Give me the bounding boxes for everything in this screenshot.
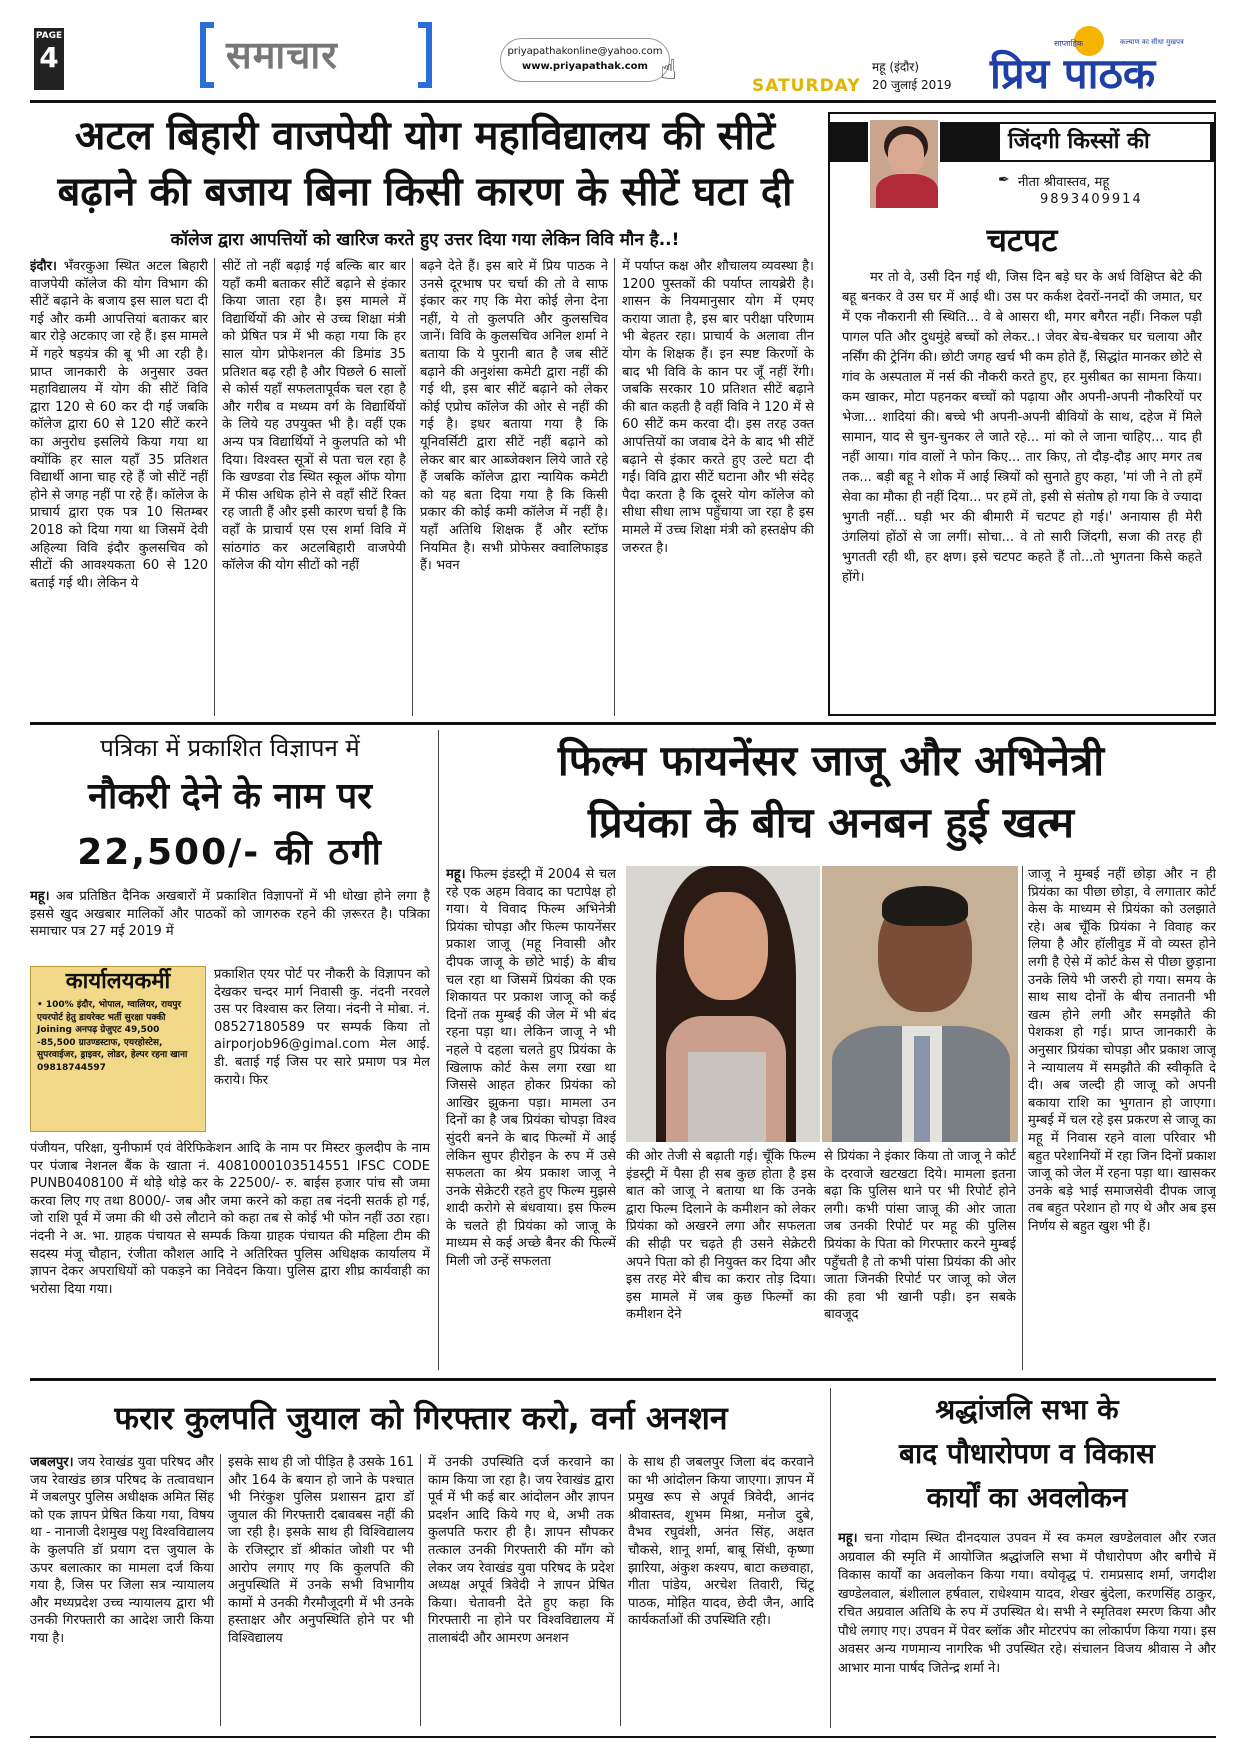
email-text: priyapathakonline@yahoo.com	[507, 46, 663, 57]
story3-col3	[824, 1148, 1016, 1370]
story4-col3	[428, 1454, 614, 1728]
author-photo	[868, 118, 940, 210]
financier-photo	[822, 866, 1018, 1142]
logo-small-text: साप्ताहिक	[1054, 39, 1084, 48]
paper-logo	[990, 26, 1215, 96]
date-label: 20 जुलाई 2019	[872, 78, 952, 92]
story1-col3	[420, 258, 608, 718]
story1-subhead: कॉलेज द्वारा आपत्तियों को खारिज करते हुए उत्तर दिया गया लेकिन विवि मौन है..!	[170, 230, 680, 250]
story2-headline-line1: नौकरी देने के नाम पर	[88, 776, 372, 817]
story1-divider-2	[412, 258, 413, 716]
story5-body	[838, 1530, 1216, 1728]
story2-intro	[30, 888, 430, 960]
story1-col1	[30, 258, 208, 718]
story3-dateline: महू।	[446, 867, 466, 882]
page-badge	[34, 28, 64, 90]
story3-col1-text: फिल्म इंडस्ट्री में 2004 से चल रहे एक अहम विवाद का पटापेक्ष हो गया। ये विवाद फिल्म अभिनेत्री प्रियंका चोपड़ा और फिल्म फायनेंसर प्रकाश जाजू (महू निवासी और दीपक जाजू के छोटे भाई) के बीच चल रहा था जिसमें प्रियंका की एक शिकायत पर प्रकाश जाजू को कई दिनों तक मुम्बई की जेल में भी बंद रहना पड़ा था। लेकिन जाजू ने भी नहले पे दहला चलते हुए प्रियंका के खिलाफ कोर्ट केस लगा रखा था जिससे आहत होकर प्रियंका को आखिर झुकना पड़ा। मामला उन दिनों का है जब प्रियंका चोपड़ा विश्व सुंदरी बनने के बाद फिल्मों में आई लेकिन सुपर हीरोइन के रुप में उसे सफलता का श्रेय प्रकाश जाजू ने उनके सेक्रेटरी रहते हुए फिल्म मुझसे शादी करोगे से बंधवाया। इस फिल्म के चलते ही प्रियंका को जाजू के माध्यम से कई अच्छे बैनर की फिल्में मिली जो उन्हें सफलता	[446, 867, 616, 1270]
job-ad-clipping	[30, 966, 206, 1132]
story3-col4-text: जाजू ने मुम्बई नहीं छोड़ा और न ही प्रियंका का पीछा छोड़ा, वे लगातार कोर्ट केस के माध्यम से प्रियंका को उलझाते रहे। अब चूँकि प्रियंका ने विवाह कर लिया है और हॉलीवुड में वो व्यस्त होने लगी है ऐसे में कोर्ट केस से पीछा छुड़ाना उनके लिये भी जरुरी हो गया। समय के साथ साथ दोनों के बीच तनातनी भी खत्म होने लगी और समझौते की पेशकश हो गई। प्राप्त जानकारी के अनुसार प्रियंका चोपड़ा और प्रकाश जाजू ने न्यायालय में समझौते की स्वीकृति दे दी। अब जल्दी ही जाजू को अपनी बकाया राशि का भुगतान हो जाएगा। मुम्बई में चल रहे इस प्रकरण से जाजू का महू में निवास रहने वाला परिवार भी बहुत परेशानियों में रहा जिन दिनों प्रकाश जाजू को जेल में रहना पड़ा था। खासकर उनके बड़े भाई समाजसेवी दीपक जाजू तब बहुत परेशान हो गए थे और अब इस निर्णय से बहुत खुश भी हैं।	[1028, 867, 1216, 1234]
logo-name: प्रिय पाठक	[990, 49, 1156, 98]
story3-col1	[446, 866, 616, 1370]
day-label: SATURDAY	[752, 76, 861, 96]
story1-divider-3	[614, 258, 615, 716]
story3-headline-line1: फिल्म फायनेंसर जाजू और अभिनेत्री	[557, 736, 1105, 785]
section-bracket-right	[418, 22, 432, 88]
bottom-rule	[30, 1736, 1216, 1738]
story4-col1-text: जय रेवाखंड युवा परिषद और जय रेवाखंड छात्र परिषद के तत्वावधान में जबलपुर पुलिस अधीक्षक अमित सिंह को एक ज्ञापन प्रेषित किया गया, विषय था - नानाजी देशमुख पशु विश्वविद्यालय के कुलपति डॉ प्रयाग दत्त जुयाल के ऊपर बलात्कार का मामला दर्ज किया गया है, जिस पर जिला सत्र न्यायालय और मध्यप्रदेश उच्च न्यायालय द्वारा भी उनकी गिरफ्तारी का आदेश जारी किया गया है।	[30, 1455, 214, 1646]
contact-box	[500, 38, 670, 82]
column-body-text: मर तो वे, उसी दिन गई थी, जिस दिन बड़े घर के अर्ध विक्षिप्त बेटे की बहू बनकर वे उस घर में आई थी। उस पर कर्कश देवरों-ननदों की जमात, घर में एक नौकरानी सी स्थिति... वे बे आसरा थी, मगर बगैरत नहीं। निकल पड़ी पागल पति और दुधमुंहे बच्चों को लेकर..। जेवर बेच-बेचकर घर चलाया और नर्सिंग की ट्रेनिंग की। छोटी जगह खर्च भी कम होते हैं, सिद्धांत मानकर छोटे से गांव के अस्पताल में नर्स की नौकरी करते हुए, हर मुसीबत का सामना किया। कम खाकर, मोटा पहनकर बच्चों को पढ़ाया और अपनी-अपनी नौकरियों पर भेजा... शादियां की। बच्चे भी अपनी-अपनी बीवियों के साथ, दहेज में मिले सामान, याद से चुन-चुनकर ले जाते रहे... मां को ले जाना चाहिए... याद ही नहीं आया। गांव वालों ने फोन किए... तार किए, तो दौड़-दौड़ आए मगर तब तक... बड़ी बहू ने शोक में आई स्त्रियों को सुनाते हुए कहा, 'मां जी ने तो हमें सेवा का मौका ही नहीं दिया... पर हमें तो, इसी से संतोष हो गया कि वे ज्यादा भुगती नहीं... घड़ी भर की बीमारी में चटपट हो गई।' अनायास ही मेरी उंगलियां होंठों से जा लगीं। सोचा... वे तो सारी जिंदगी, सजा की तरह ही भुगतती रही थी, हर क्षण। इसे चटपट कहते हैं तो...तो भुगतना किसे कहते होंगे।	[842, 270, 1202, 585]
story1-col3-text: बढ़ने देते हैं। इस बारे में प्रिय पाठक ने उनसे दूरभाष पर चर्चा की तो वे साफ इंकार कर गए कि मेरा कोई लेना देना नहीं, ये तो कुलपति और कुलसचिव जानें। विवि के कुलसचिव अनिल शर्मा ने बताया कि ये पुरानी बात है जब सीटें बढ़ाने की अनुशंसा कमेटी द्वारा नहीं की गई थी, इस बार सीटें बढ़ाने को लेकर कोई एप्रोच कॉलेज की ओर से नहीं की गई है। इधर बताया गया है कि यूनिवर्सिटी द्वारा सीटें नहीं बढ़ाने को लेकर बार बार आब्जेक्शन लिये जाते रहे हैं जबकि कॉलेज द्वारा न्यायिक कमेटी को यह बता दिया गया है कि किसी प्रकार की कोई कमी कॉलेज में नहीं है। यहाँ अतिथि शिक्षक हैं और स्टॉफ नियमित है। सभी प्रोफेसर क्वालिफाइड हैं। भवन	[420, 259, 608, 574]
story5-divider	[830, 1388, 831, 1728]
story1-col4-text: में पर्याप्त कक्ष और शौचालय व्यवस्था है। 1200 पुस्तकों की पर्याप्त लायब्रेरी है। शासन के नियमानुसार योग में एमए कराया जाता है, इस बार परीक्षा परिणाम भी बेहतर रहा। प्राचार्य के अलावा तीन योग के शिक्षक हैं। इन स्पष्ट किरणों के बाद भी विवि के कान पर जूँ नहीं रेंगी। जबकि सरकार 10 प्रतिशत सीटें बढ़ाने की बात कहती है वहीं विवि ने 120 में से 60 सीटें कम करवा दी। इस तरह उक्त आपत्तियों का जवाब देने के बाद भी सीटें बढ़ाने से इंकार करते हुए उल्टे घटा दी गईं। विवि द्वारा सीटें घटाना और भी संदेह पैदा करता है कि दूसरे योग कॉलेज को सीधा सीधा लाभ पहुँचाया जा रहा है इस मामले में उच्च शिक्षा मंत्री को हस्तक्षेप की जरुरत है।	[622, 259, 814, 556]
hand-pointer-icon: ☝	[660, 53, 678, 86]
story4-col2-text: इसके साथ ही जो पीड़ित है उसके 161 और 164 के बयान हो जाने के पश्चात भी निरंकुश पुलिस प्रशासन द्वारा डॉ जुयाल की गिरफ्तारी दबावबस नहीं की जा रही है। इसके साथ ही विश्विद्यालय के रजिस्ट्रार डॉ श्रीकांत जोशी पर भी आरोप लगाए गए कि कुलपति की अनुपस्थिति में उनके सभी विभागीय कामों मे उनकी गैरमौजूदगी में भी उनके हस्ताक्षर और अनुपस्थिति होने पर भी विश्विद्यालय	[228, 1455, 414, 1646]
author-pen-icon: ✒	[998, 172, 1010, 188]
story5-dateline: महू।	[838, 1531, 858, 1546]
story1-col2-text: सीटें तो नहीं बढ़ाई गई बल्कि बार बार यहाँ कमी बताकर सीटें बढ़ाने से इंकार किया जाता रहा है। इस मामले में विद्यार्थियों की ओर से उच्च शिक्षा मंत्री को प्रेषित पत्र में भी कहा गया कि हर साल योग प्रोफेशनल की डिमांड 35 प्रतिशत बढ़ रही है और पिछले 6 सालों से कोर्स यहाँ सफलतापूर्वक चल रहा है और गरीब व मध्यम वर्ग के विद्यार्थियों के लिये यह उपयुक्त भी है। वहीं एक अन्य पत्र विद्यार्थियों ने कुलपति को भी दिया। विश्वस्त सूत्रों से पता चल रहा है कि खण्डवा रोड स्थित स्कूल ऑफ योगा में फीस अधिक होने से वहाँ सीटें रिक्त रह जाती हैं और इसी कारण चर्चा है कि वहाँ के प्राचार्य एस एस शर्मा विवि में सांठगांठ कर अटलबिहारी वाजपेयी कॉलेज की योग सीटों को नहीं	[222, 259, 406, 574]
story2-dateline: महू।	[30, 889, 50, 904]
place-label: महू (इंदौर)	[872, 60, 920, 74]
logo-tagline: कल्याण का सीधा मुखपत्र	[1120, 38, 1184, 46]
section-title: समाचार	[226, 33, 338, 77]
story2-beside-ad	[214, 966, 430, 1134]
story1-divider-1	[214, 258, 215, 716]
story4-col3-text: में उनकी उपस्थिति दर्ज करवाने का काम किया जा रहा है। जय रेवाखंड द्वारा पूर्व में भी कई बार आंदोलन और ज्ञापन प्रदर्शन आदि किये गए थे, अभी तक कुलपति फरार ही है। ज्ञापन सौपकर तत्काल उनकी गिरफ्तारी की माँग को लेकर जय रेवाखंड युवा परिषद के प्रदेश अध्यक्ष अपूर्व त्रिवेदी ने ज्ञापन प्रेषित किया। चेतावनी देते हुए कहा कि गिरफ्तारी ना होने पर विश्वविद्यालय में तालाबंदी और आमरण अनशन	[428, 1455, 614, 1646]
story2-kicker: पत्रिका में प्रकाशित विज्ञापन में	[100, 734, 360, 762]
story3-divider	[1022, 866, 1023, 1370]
story4-col1	[30, 1454, 214, 1728]
story1-col1-text: भँवरकुआ स्थित अटल बिहारी वाजपेयी कॉलेज की योग विभाग की सीटें बढ़ाने के बजाय इस साल घटा दी गई और कमी आपत्तियां बताकर बार बार रोड़े अटकाए जा रहे हैं। इस मामले में गहरे षड़यंत्र की बू भी आ रही है। प्राप्त जानकारी के अनुसार उक्त महाविद्यालय में योग की सीटें विवि द्वारा 120 से 60 कर दी गई जबकि कॉलेज द्वारा 60 से 120 सीटें करने का अनुरोध इसलिये किया गया था क्योंकि हर साल यहाँ 35 प्रतिशत विद्यार्थी आना चाह रहे हैं जो सीटें नहीं होने से जगह नहीं पा रहे हैं। कॉलेज के प्राचार्य द्वारा एक पत्र 10 सितम्बर 2018 को दिया गया था जिसमें देवी अहिल्या विवि इंदौर कुलसचिव को सीटों की आवश्यकता 60 से 120 बताई गई थी। लेकिन ये	[30, 259, 208, 591]
story3-col4	[1028, 866, 1216, 1370]
column-phone: 9893409914	[1040, 192, 1143, 207]
story5-headline-line1: श्रद्धांजलि सभा के	[935, 1393, 1119, 1426]
story4-col2	[228, 1454, 414, 1728]
column-author: नीता श्रीवास्तव, महू	[1018, 175, 1110, 190]
story4-dateline: जबलपुर।	[30, 1455, 74, 1470]
story5-headline-line3: कार्यों का अवलोकन	[926, 1481, 1128, 1514]
story2-rest	[30, 1140, 430, 1372]
story2-divider	[438, 730, 439, 1370]
story4-col4-text: के साथ ही जबलपुर जिला बंद करवाने का भी आंदोलन किया जाएगा। ज्ञापन में प्रमुख रूप से अपूर्व त्रिवेदी, आनंद श्रीवास्तव, शुभम मिश्रा, मनोज दुबे, वैभव रघुवंशी, अनंत सिंह, अक्षत चौकसे, शानू शर्मा, बाबू सिंधी, कृष्णा झारिया, अंकुश कश्यप, बाटा कछवाहा, गीता पांडेय, अरचेश तिवारी, चिंटू पाठक, मोहित यादव, छेदी जैन, आदि कार्यकर्ताओं की उपस्थिति रही।	[628, 1455, 814, 1629]
story4-divider-3	[620, 1454, 621, 1726]
story5-headline-line2: बाद पौधारोपण व विकास	[899, 1437, 1155, 1470]
upper-section-rule	[30, 722, 1216, 725]
story4-col4	[628, 1454, 814, 1728]
actress-photo	[626, 866, 820, 1142]
story3-col2-text: की ओर तेजी से बढ़ाती गई। चूँकि फिल्म इंडस्ट्री में पैसा ही सब कुछ होता है इस बात को जाजू ने बताया था कि उनके द्वारा फिल्म दिलाने के कमीशन को लेकर प्रियंका को अखरने लगा और सफलता की सीढ़ी पर चढ़ते ही उसने सेक्रेटरी अपने पिता को ही नियुक्त कर दिया और इस तरह मेरे बीच का करार तोड़ दिया। इस मामले में जब कुछ फिल्मों का कमीशन देने	[626, 1149, 816, 1323]
page-label: PAGE	[35, 31, 63, 41]
ad-title: कार्यालयकर्मी	[65, 969, 171, 994]
story2-beside-ad-text: प्रकाशित एयर पोर्ट पर नौकरी के विज्ञापन को देखकर चन्दर मार्ग निवासी कु. नंदनी नरवले उस पर विश्वास कर लिया। नंदनी ने मोबा. नं. 08527180589 पर सम्पर्क किया तो airporjob96@gimal.com मेल आई. डी. बताई गई जिस पर सारे प्रमाण पत्र मेल कराये। फिर	[214, 967, 430, 1088]
story1-dateline: इंदौर।	[30, 259, 57, 274]
story4-headline: फरार कुलपति जुयाल को गिरफ्तार करो, वर्ना अनशन	[114, 1399, 728, 1437]
column-story-title: चटपट	[986, 221, 1058, 259]
lower-section-rule	[30, 1378, 1216, 1381]
website-text: www.priyapathak.com	[522, 61, 648, 72]
page-number: 4	[39, 41, 59, 74]
story4-divider-2	[420, 1454, 421, 1726]
story3-headline-line2: प्रियंका के बीच अनबन हुई खत्म	[587, 798, 1075, 847]
column-body	[842, 268, 1202, 708]
column-title: जिंदगी किस्सों की	[1000, 124, 1210, 160]
story1-col2	[222, 258, 406, 718]
story5-body-text: चना गोदाम स्थित दीनदयाल उपवन में स्व कमल खण्डेलवाल और रजत अग्रवाल की स्मृति में आयोजित श्रद्धांजलि सभा में पौधारोपण और बगीचे में विकास कार्यों का अवलोकन किया गया। वयोवृद्ध पं. रामप्रसाद शर्मा, जगदीश खण्डेलवाल, बंशीलाल हर्षवाल, राधेश्याम यादव, शेखर बुंदेला, करणसिंह ठाकुर, रचित अग्रवाल अतिथि के रुप में उपस्थित थे। सभी ने स्मृतिवश स्मरण किया और पौधे लगाए गए। उपवन में पेवर ब्लॉक और मोटरपंप का लोकार्पण किया गया। इस अवसर अन्य गणमान्य नागरिक भी उपस्थित रहे। संचालन विजय श्रीवास ने और आभार माना पार्षद जितेन्द्र शर्मा ने।	[838, 1531, 1216, 1676]
story1-col4	[622, 258, 814, 718]
story4-divider-1	[220, 1454, 221, 1726]
story2-headline-line2: 22,500/- की ठगी	[77, 832, 383, 873]
masthead-rule	[30, 100, 1216, 103]
section-bracket-left	[200, 22, 214, 88]
story2-intro-text: अब प्रतिष्ठित दैनिक अखबारों में प्रकाशित विज्ञापनों में भी धोखा होने लगा है इससे खुद अखबार मालिकों और पाठकों को जागरुक रहने की ज़रूरत है। पत्रिका समाचार पत्र 27 मई 2019 में	[30, 889, 430, 940]
story3-col2	[626, 1148, 816, 1370]
ad-text: • 100% इंदौर, भोपाल, ग्वालियर, रायपुर एयरपोर्ट हेतु डायरेक्ट भर्ती सुरक्षा पक्की Joining अनपढ़ ग्रेजुएट 49,500 -85,500 ग्राउण्डस्टाफ, एयरहोस्टेस, सुपरवाईजर, ड्राइवर, लोडर, हेल्पर रहना खाना 09818744597	[37, 1000, 188, 1073]
story3-col3-text: से प्रियंका ने इंकार किया तो जाजू ने कोर्ट के दरवाजे खटखटा दिये। मामला इतना बढ़ा कि पुलिस थाने पर भी रिपोर्ट होने लगी। कभी पांसा जाजू की ओर जाता जब उनकी रिपोर्ट पर महू की पुलिस प्रियंका के पिता को गिरफ्तार करने मुम्बई पहुँचती है तो कभी पांसा प्रियंका की ओर जाता जिनकी रिपोर्ट पर जाजू को जेल की हवा भी खानी पड़ी। इन सबके बावजूद	[824, 1149, 1016, 1323]
story1-headline-line2: बढ़ाने की बजाय बिना किसी कारण के सीटें घटा दी	[57, 169, 793, 215]
story1-headline-line1: अटल बिहारी वाजपेयी योग महाविद्यालय की सीटें	[74, 113, 776, 159]
column-box	[828, 112, 1216, 716]
story2-rest-text: पंजीयन, परिक्षा, युनीफार्म एवं वेरिफिकेशन आदि के नाम पर मिस्टर कुलदीप के नाम पर पंजाब नेशनल बैंक के खाता नं. 4081000103514551 IFSC CODE PUNB0408100 में थोड़े थोड़े कर के 22500/- रु. बाईस हजार पांच सौ जमा करवा लिए गए तथा 8000/- जब और जमा करने को कहा तब नंदनी सतर्क हो गई, जो राशि पूर्व में जमा की थी उसे लौटाने को कहा तब से कोई भी फोन नहीं उठा रहा। नंदनी ने अ. भा. ग्राहक पंचायत से सम्पर्क किया ग्राहक पंचायत की महिला टीम की सदस्य मंजू चौहान, रंजीता कौशल आदि ने अतिरिक्त पुलिस अधिक्षक कार्यालय में ज्ञापन देकर अपराधियों को पकड़ने का निवेदन किया। पुलिस द्वारा शीघ्र कार्यवाही का भरोसा दिया गया।	[30, 1141, 430, 1297]
